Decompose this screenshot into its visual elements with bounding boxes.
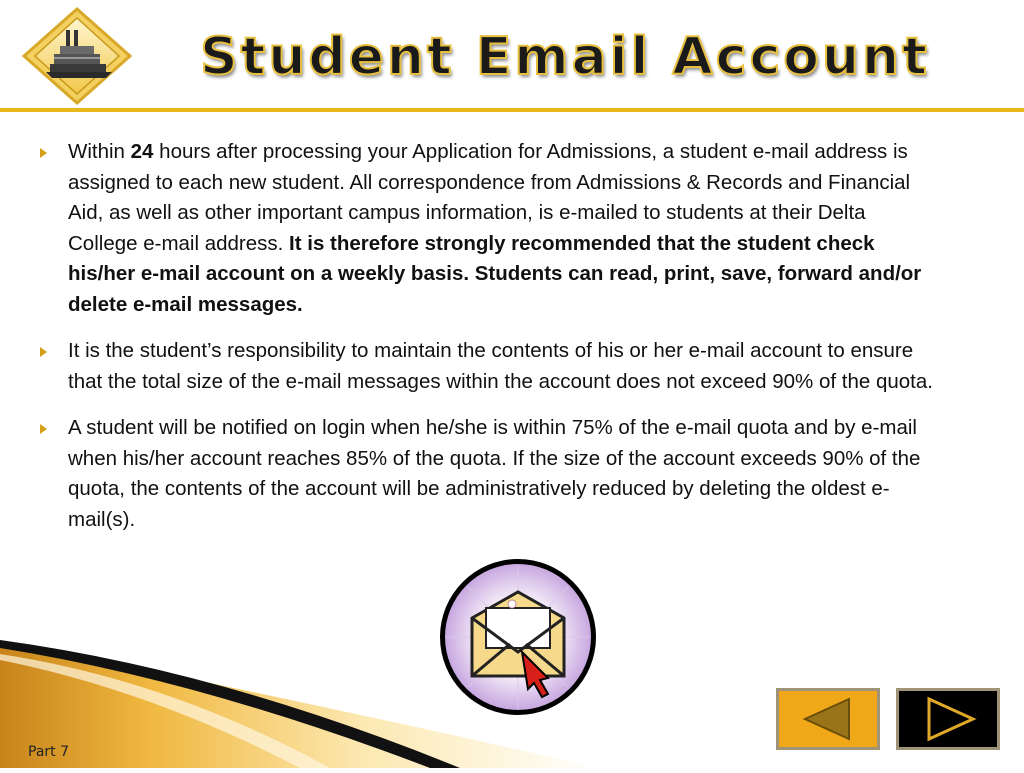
bullet-item: [40, 336, 940, 397]
footer-part-label: Part 7: [28, 744, 69, 760]
next-button[interactable]: [896, 688, 1000, 750]
slide-title: Student Email Account: [200, 27, 930, 87]
bullet-list: [40, 137, 940, 551]
triangle-bullet-icon: [40, 148, 47, 158]
bullet-item: [40, 413, 940, 535]
title-divider: [0, 108, 1024, 112]
triangle-bullet-icon: [40, 424, 47, 434]
bullet-text: Within 24 hours after processing your Application for Admissions, a student e-mail address is assigned to each new student. All correspondence from Admissions & Records and Financial Aid, as well as other important campus information, is e-mailed to students at their Delta College e-mail address. It is therefore strongly recommended that the student check his/her e-mail account on a weekly basis. Students can read, print, save, forward and/or delete e-mail messages.: [68, 140, 922, 316]
next-arrow-icon: [899, 691, 997, 747]
bullet-text: A student will be notified on login when he/she is within 75% of the e-mail quota and by e-mail when his/her account reaches 85% of the quota. If the size of the account exceeds 90% of the quota, the contents of the account will be administratively reduced by deleting the oldest e-mail(s).: [68, 416, 921, 531]
previous-button[interactable]: [776, 688, 880, 750]
bullet-text: It is the student’s responsibility to maintain the contents of his or her e-mail account to ensure that the total size of the e-mail messages within the account does not exceed 90% of the quota.: [68, 339, 933, 393]
triangle-bullet-icon: [40, 347, 47, 357]
bullet-item: [40, 137, 940, 320]
previous-arrow-icon: [779, 691, 877, 747]
steamboat-logo-icon: [20, 6, 134, 106]
